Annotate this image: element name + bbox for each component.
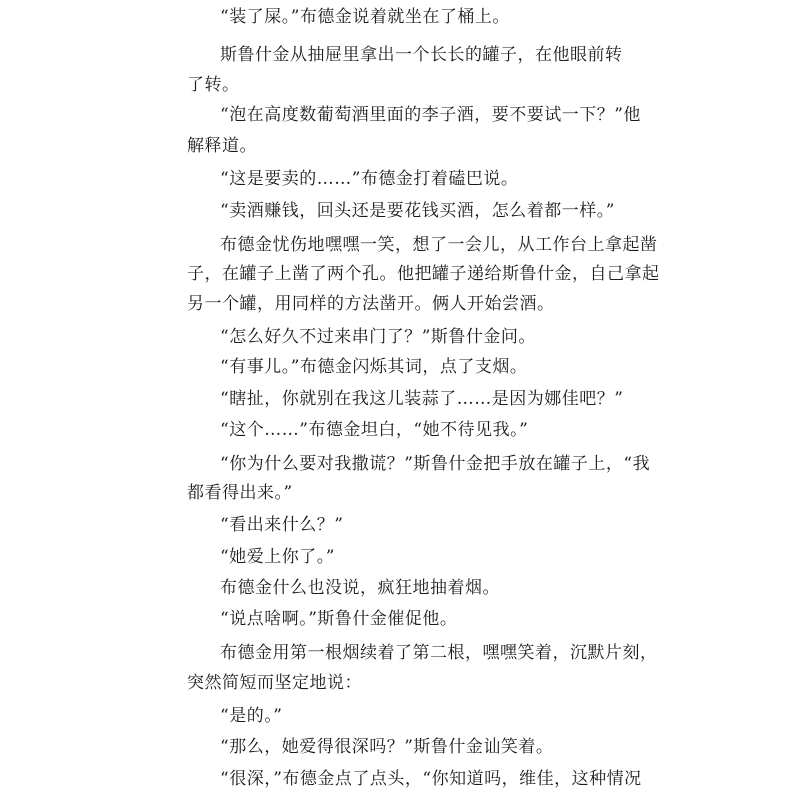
text-line: “怎么好久不过来串门了？”斯鲁什金问。 — [220, 327, 536, 347]
text-line: 布德金用第一根烟续着了第二根，嘿嘿笑着，沉默片刻， — [220, 643, 658, 663]
text-line: “很深，”布德金点了点头，“你知道吗，维佳，这种情况 — [220, 769, 642, 789]
text-line: “看出来什么？” — [220, 515, 344, 535]
text-line: “是的。” — [220, 706, 283, 726]
text-line: “泡在高度数葡萄酒里面的李子酒，要不要试一下？”他 — [220, 105, 641, 125]
text-line: “她爱上你了。” — [220, 547, 335, 567]
text-line: 另一个罐，用同样的方法凿开。俩人开始尝酒。 — [187, 294, 555, 314]
text-line: “卖酒赚钱，回头还是要花钱买酒，怎么着都一样。” — [220, 201, 615, 221]
text-line: 斯鲁什金从抽屉里拿出一个长长的罐子，在他眼前转 — [220, 45, 623, 65]
text-line: “这个……”布德金坦白，“她不待见我。” — [220, 420, 529, 440]
text-line: 了转。 — [187, 75, 240, 95]
text-line: 布德金什么也没说，疯狂地抽着烟。 — [220, 578, 500, 598]
text-line: 突然简短而坚定地说： — [187, 673, 362, 693]
text-line: 子，在罐子上凿了两个孔。他把罐子递给斯鲁什金，自己拿起 — [187, 264, 660, 284]
text-line: 都看得出来。” — [187, 483, 293, 503]
text-line: 解释道。 — [187, 136, 257, 156]
text-line: “说点啥啊。”斯鲁什金催促他。 — [220, 609, 458, 629]
text-line: “装了屎。”布德金说着就坐在了桶上。 — [220, 7, 510, 27]
text-line: “那么，她爱得很深吗？”斯鲁什金讪笑着。 — [220, 737, 554, 757]
text-line: “这是要卖的……”布德金打着磕巴说。 — [220, 169, 519, 189]
text-line: “有事儿。”布德金闪烁其词，点了支烟。 — [220, 357, 528, 377]
text-line: “你为什么要对我撒谎？”斯鲁什金把手放在罐子上，“我 — [220, 454, 651, 474]
text-line: 布德金忧伤地嘿嘿一笑，想了一会儿，从工作台上拿起凿 — [220, 235, 658, 255]
text-line: “瞎扯，你就别在我这儿装蒜了……是因为娜佳吧？” — [220, 389, 624, 409]
